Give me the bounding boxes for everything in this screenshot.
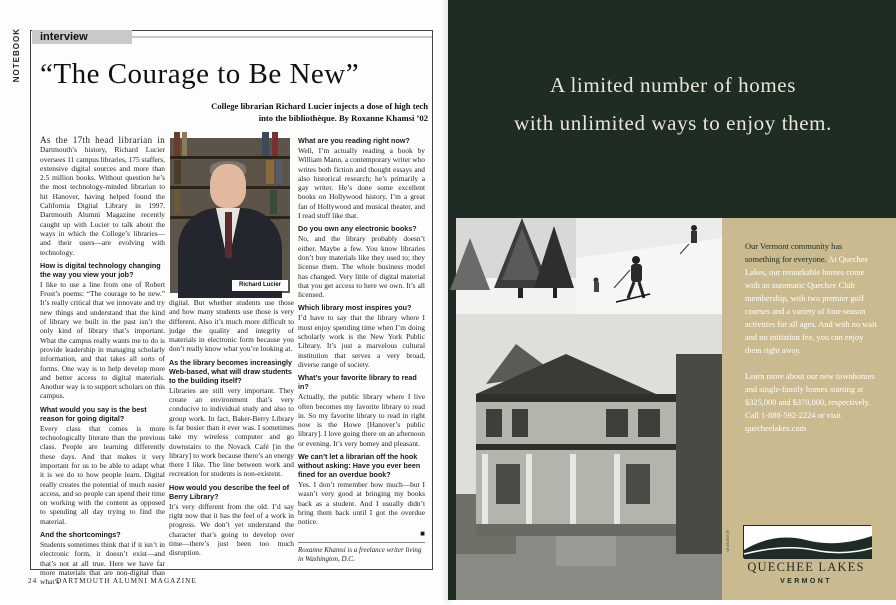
ad-headline-line-2: with unlimited ways to enjoy them. <box>514 111 832 135</box>
question: Do you own any electronic books? <box>298 224 417 234</box>
ad-left-strip <box>448 218 456 600</box>
ad-lead-line: Our Vermont community has something for everyone. <box>745 242 843 264</box>
section-tag: interview <box>32 30 132 44</box>
skiers-illustration <box>576 218 722 314</box>
intro-dropcap: As the 17th head librarian in <box>40 135 165 145</box>
photo-caption: Richard Lucier <box>232 280 288 291</box>
house-photo <box>456 314 722 600</box>
page-folio <box>28 577 197 585</box>
page-number: 24 <box>28 577 38 585</box>
section-rule <box>132 36 432 38</box>
magazine-title: DARTMOUTH ALUMNI MAGAZINE <box>55 577 197 585</box>
end-mark: ■ <box>420 528 425 538</box>
continuation-paragraph: digital. But whether students use those and how many students use those is very different. Also it’s much more difficult to judge the quality and integrity of materials in electronic form because you don’t really know what you’re looking at. <box>169 298 294 354</box>
question: What would you say is the best reason for going digital? <box>40 404 147 423</box>
question: What are you reading right now? <box>298 136 410 145</box>
question: What’s your favorite library to read in? <box>298 373 417 392</box>
photo-book <box>262 132 269 156</box>
question: And the shortcomings? <box>40 529 121 539</box>
answer: Well, I’m actually reading a book by William Mann, a contemporary writer who writes both fiction and thought essays and also historical research; he’s primarily a gay writer. He’s done some excellent books on Hollywood history. I’m a great fan of Hollywood and musical theater, and I read stuff like that. <box>298 146 425 221</box>
question: We can’t let a librarian off the hook without asking: Have you ever been fined for an overdue book? <box>298 452 421 480</box>
photo-person-face <box>210 164 246 208</box>
house-illustration <box>456 314 722 600</box>
article-column-3 <box>298 136 425 562</box>
skiers-photo <box>576 218 722 314</box>
answer: It’s very different from the old. I’d say right now that it has the feel of a work in progress. We don’t yet understand the character that’s going to develop over time—there’s just been too much disruption. <box>169 501 294 558</box>
answer: Libraries are still very important. They create an environment that’s very conducive to individual study and also to group work. In fact, Baker-Berry Library is far busier than it ever was. I sometimes take my wireless computer and go downstairs to the Novack Café [in the library] to work because there’s an energy there I like. The line between work and recreation for students is non-existent. <box>169 385 294 479</box>
advertisement-page <box>448 0 896 600</box>
ad-copy <box>745 240 877 448</box>
quechee-logo-name: QUECHEE LAKES <box>747 560 865 574</box>
answer: Actually, the public library where I live often becomes my favorite library to read in. So my favorite library to read in right now is the Howe [Hanover’s public library]. I love going there on an afternoon or evening. It’s very homey and pleasant. <box>298 392 425 448</box>
ad-body-2: Learn more about our new townhomes and single-family homes starting at $325,000 and $370,000, respectively. Call 1-888-592-2224 or visit quecheelakes.com <box>745 372 875 433</box>
portrait-photo <box>170 138 290 293</box>
question: How is digital technology changing the way you view your job? <box>40 260 161 279</box>
question: How would you describe the feel of Berry Library? <box>169 482 290 501</box>
intro-paragraph <box>40 136 165 257</box>
article-column-2 <box>169 298 294 560</box>
photo-book <box>182 132 187 156</box>
ad-headline <box>478 66 868 142</box>
question: As the library becomes increasingly Web-based, what will draw students to the building itself? <box>169 357 293 385</box>
answer: No, and the library probably doesn’t either. Maybe a few. You know libraries don’t buy materials like they used to; they license them. The whole business model has changed. Very little of digital material that you get access to here we own. It’s all licensed. <box>298 234 425 300</box>
ad-body-1: At Quechee Lakes, our remarkable homes come with an automatic Quechee Club membership, with two premier golf courses and a variety of four-season activities for all ages. And with no wait and no initiation fee, you can enjoy them right away. <box>745 255 877 355</box>
answer: I like to use a line from one of Robert Frost’s poems: “The courage to be new.” It’s really critical that we innovate and try new things and understand that the kind of library we built in the past isn’t the only kind of library that’s important. What the campus really wants me to do is provide leadership in managing scholarly information, and that takes all sorts of forms. One way is to help develop more and better access to digital materials. Another way is to support scholars on this campus. <box>40 279 165 401</box>
ad-vertical-note: VII IM1909 09 <box>726 530 730 552</box>
notebook-side-label: NOTEBOOK <box>12 28 21 83</box>
photo-bookshelf <box>170 156 290 159</box>
winter-trees-illustration <box>456 218 576 314</box>
intro-text: Dartmouth’s history, Richard Lucier oversees 11 campus libraries, 175 staffers, extensive digital sources and more than 2.5 million books. Without question he’s the most technology-minded librarian to hit Hanover, having helped found the California Digital Library in 1997. Dartmouth Alumni Magazine recently caught up with Lucier to talk about the ways in which the College’s libraries—and their users—are evolving with technology. <box>40 145 165 257</box>
quechee-logo-mark <box>743 525 871 558</box>
photo-book <box>270 190 277 214</box>
photo-book <box>174 190 180 214</box>
author-note: Roxanne Khamsi is a freelance writer living in Washington, D.C. <box>298 542 425 564</box>
photo-book <box>174 160 181 184</box>
dek-line-1: College librarian Richard Lucier injects a dose of high tech <box>211 101 428 111</box>
article-dek <box>176 100 428 124</box>
winter-trees-photo <box>456 218 576 314</box>
photo-book <box>174 132 180 156</box>
answer: I’d have to say that the library where I most enjoy spending time when I’m doing scholarly work is the New York Public Library. It’s just a marvelous cultural institution that serves a very broad, diverse range of society. <box>298 313 425 369</box>
answer: Students sometimes think that if it isn’t in electronic form, it doesn’t exist—and that’s not at all true. Here we have far more materials that are non-digital than what’s <box>40 539 165 587</box>
article-column-1 <box>40 135 165 587</box>
question: Which library most inspires you? <box>298 303 412 313</box>
dek-line-2: into the bibliothèque. By Roxanne Khamsi ’02 <box>258 113 428 123</box>
mountain-logo-icon <box>744 526 872 559</box>
answer: Yes. I don’t remember how much—but I wasn’t very good at bringing my books back as a student. And I usually didn’t bring them back until I got the overdue notice. <box>298 480 425 527</box>
photo-person-tie <box>225 212 232 258</box>
quechee-logo-subtitle: VERMONT <box>780 578 832 585</box>
ad-lead-and-body <box>745 240 877 357</box>
photo-book <box>272 132 278 156</box>
photo-book <box>266 160 274 184</box>
article-headline: “The Courage to Be New” <box>40 58 360 90</box>
article-page <box>0 0 448 600</box>
answer: Every class that comes is more technologically literate than the previous class. People are learning differently these days. And that makes it very important for us to be able to adapt what it is we do to how people learn. Digital really creates the potential of much easier access, and so people can spend their time on working with the content as opposed to spending all day trying to find the material. <box>40 423 165 526</box>
ad-headline-line-1: A limited number of homes <box>550 73 796 97</box>
photo-book <box>276 160 282 184</box>
